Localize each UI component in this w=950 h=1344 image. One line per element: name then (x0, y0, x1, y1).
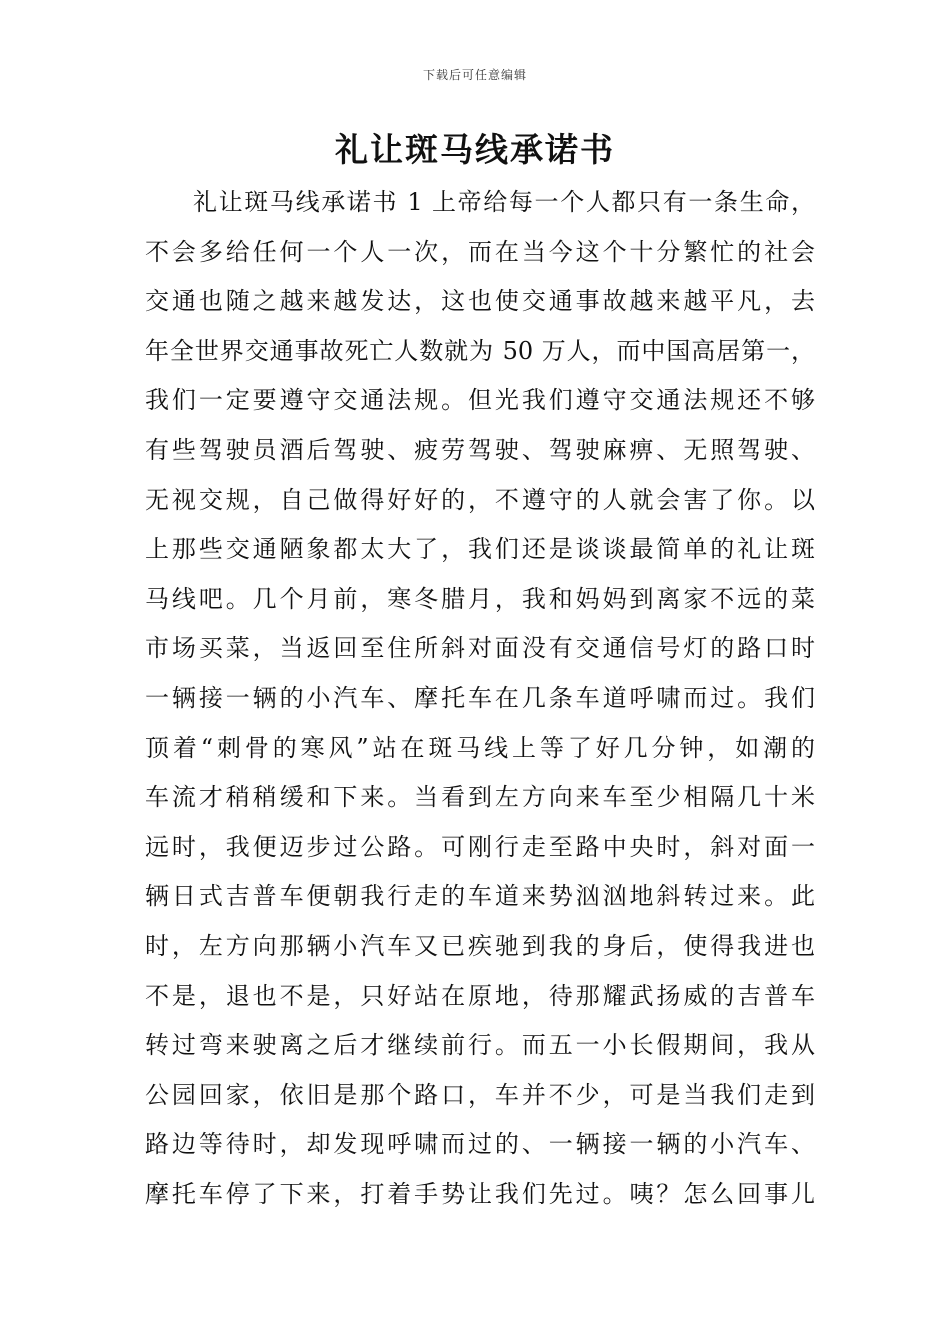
header-note: 下载后可任意编辑 (422, 68, 527, 82)
text-line: 不是，退也不是，只好站在原地，待那耀武扬威的吉普车 (145, 981, 815, 1010)
text-line: 上那些交通陋象都太大了，我们还是谈谈最简单的礼让斑 (145, 535, 815, 564)
text-line: 有些驾驶员酒后驾驶、疲劳驾驶、驾驶麻痹、无照驾驶、 (145, 435, 815, 464)
text-line: 路边等待时，却发现呼啸而过的、一辆接一辆的小汽车、 (145, 1130, 815, 1159)
text-line: 顶着“刺骨的寒风”站在斑马线上等了好几分钟，如潮的 (145, 733, 815, 762)
text-line: 马线吧。几个月前，寒冬腊月，我和妈妈到离家不远的菜 (145, 584, 815, 613)
text-line: 交通也随之越来越发达，这也使交通事故越来越平凡，去 (145, 287, 815, 316)
text-line: 时，左方向那辆小汽车又已疾驰到我的身后，使得我进也 (145, 931, 815, 960)
document-title: 礼让斑马线承诺书 (335, 130, 615, 169)
text-line: 年全世界交通事故死亡人数就为 50 万人，而中国高居第一， (145, 336, 815, 365)
text-line: 礼让斑马线承诺书 1 上帝给每一个人都只有一条生命， (193, 188, 815, 216)
text-line: 一辆接一辆的小汽车、摩托车在几条车道呼啸而过。我们 (145, 683, 815, 712)
text-line: 市场买菜，当返回至住所斜对面没有交通信号灯的路口时 (145, 634, 815, 663)
body-text (145, 178, 815, 1219)
text-line: 摩托车停了下来，打着手势让我们先过。咦？怎么回事儿 (145, 1179, 815, 1208)
text-line: 辆日式吉普车便朝我行走的车道来势汹汹地斜转过来。此 (145, 882, 815, 911)
text-line: 无视交规，自己做得好好的，不遵守的人就会害了你。以 (145, 485, 815, 514)
text-line: 公园回家，依旧是那个路口，车并不少，可是当我们走到 (145, 1080, 815, 1109)
text-line: 转过弯来驶离之后才继续前行。而五一小长假期间，我从 (145, 1031, 815, 1060)
text-line: 我们一定要遵守交通法规。但光我们遵守交通法规还不够 (145, 386, 815, 415)
text-line: 远时，我便迈步过公路。可刚行走至路中央时，斜对面一 (145, 832, 815, 861)
text-line: 不会多给任何一个人一次，而在当今这个十分繁忙的社会 (145, 237, 815, 266)
text-line: 车流才稍稍缓和下来。当看到左方向来车至少相隔几十米 (145, 783, 815, 812)
